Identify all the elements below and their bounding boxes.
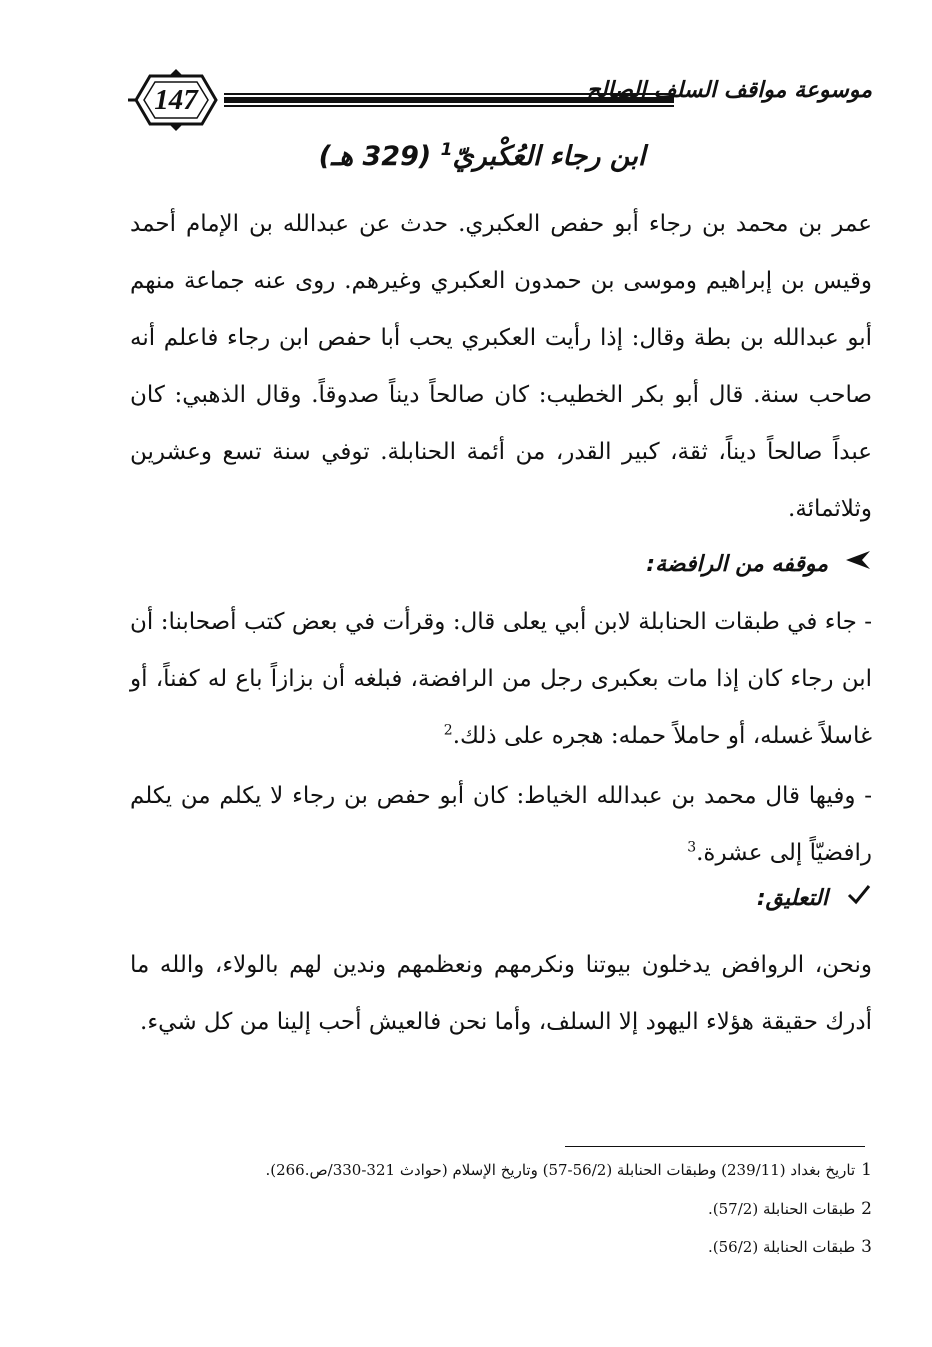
footnote-divider — [565, 1146, 865, 1147]
running-title: موسوعة مواقف السلف الصالح — [586, 78, 872, 103]
comment-heading-label: التعليق: — [756, 886, 828, 911]
footnote-3-text: طبقات الحنابلة (56/2). — [708, 1238, 856, 1256]
comment-paragraph: ونحن، الروافض يدخلون بيوتنا ونكرمهم ونعظمهم وندين لهم بالولاء، والله ما أدرك حقيقة هؤلاء اليهود إلا السلف، وأما نحن فالعيش أحب إلينا من كل شيء. — [130, 952, 872, 1035]
rafida-heading-label: موقفه من الرافضة: — [646, 552, 828, 577]
footnote-2-number: 2 — [861, 1199, 872, 1219]
footnote-2 — [300, 1199, 872, 1219]
page-number: 147 — [154, 83, 198, 116]
section-title-date: (329 هـ) — [318, 141, 432, 172]
rafida-quote-2-text: - وفيها قال محمد بن عبدالله الخياط: كان أبو حفص بن رجاء لا يكلم من يكلم رافضيّاً إلى عشرة. — [130, 783, 872, 866]
running-header — [128, 68, 872, 132]
section-title-footnote-ref: 1 — [440, 140, 453, 160]
footnote-3-number: 3 — [861, 1237, 872, 1257]
footnote-1-number: 1 — [861, 1160, 872, 1180]
rafida-quote-2-footnote-ref: 3 — [687, 839, 697, 856]
footnote-2-text: طبقات الحنابلة (57/2). — [708, 1200, 856, 1218]
footnote-1 — [265, 1160, 872, 1180]
biography-paragraph: عمر بن محمد بن رجاء أبو حفص العكبري. حدث عن عبدالله بن الإمام أحمد وقيس بن إبراهيم وموسى بن حمدون العكبري وغيرهم. روى عنه جماعة منهم أبو عبدالله بن بطة وقال: إذا رأيت العكبري يحب أبا حفص ابن رجاء فاعلم أنه صاحب سنة. قال أبو بكر الخطيب: كان صالحاً ديناً صدوقاً. وقال الذهبي: كان عبداً صالحاً ديناً، ثقة، كبير القدر، من أئمة الحنابلة. توفي سنة تسع وعشرين وثلاثمائة. — [130, 211, 872, 522]
footnote-1-text: تاريخ بغداد (239/11) وطبقات الحنابلة (56/2-57) وتاريخ الإسلام (حوادث 321-330/ص.266). — [265, 1161, 856, 1179]
section-title — [300, 140, 664, 172]
page-number-badge — [128, 68, 224, 132]
rafida-quote-1-text: - جاء في طبقات الحنابلة لابن أبي يعلى قال: وقرأت في بعض كتب أصحابنا: أن ابن رجاء كان إذا مات بعكبرى رجل من الرافضة، فبلغه أن بزازاً باع له كفناً، أو غاسلاً غسله، أو حاملاً حمله: هجره على ذلك. — [130, 609, 872, 749]
rafida-quote-1-footnote-ref: 2 — [443, 722, 453, 739]
comment-heading — [300, 883, 872, 911]
arrowhead-bullet-icon — [842, 549, 872, 577]
section-title-name: ابن رجاء العُكْبريّ — [452, 141, 646, 172]
checkmark-icon — [842, 883, 872, 911]
footnote-3 — [300, 1237, 872, 1257]
rafida-quote-1 — [130, 594, 872, 765]
rafida-heading — [300, 549, 872, 577]
rafida-quote-2 — [130, 768, 872, 882]
